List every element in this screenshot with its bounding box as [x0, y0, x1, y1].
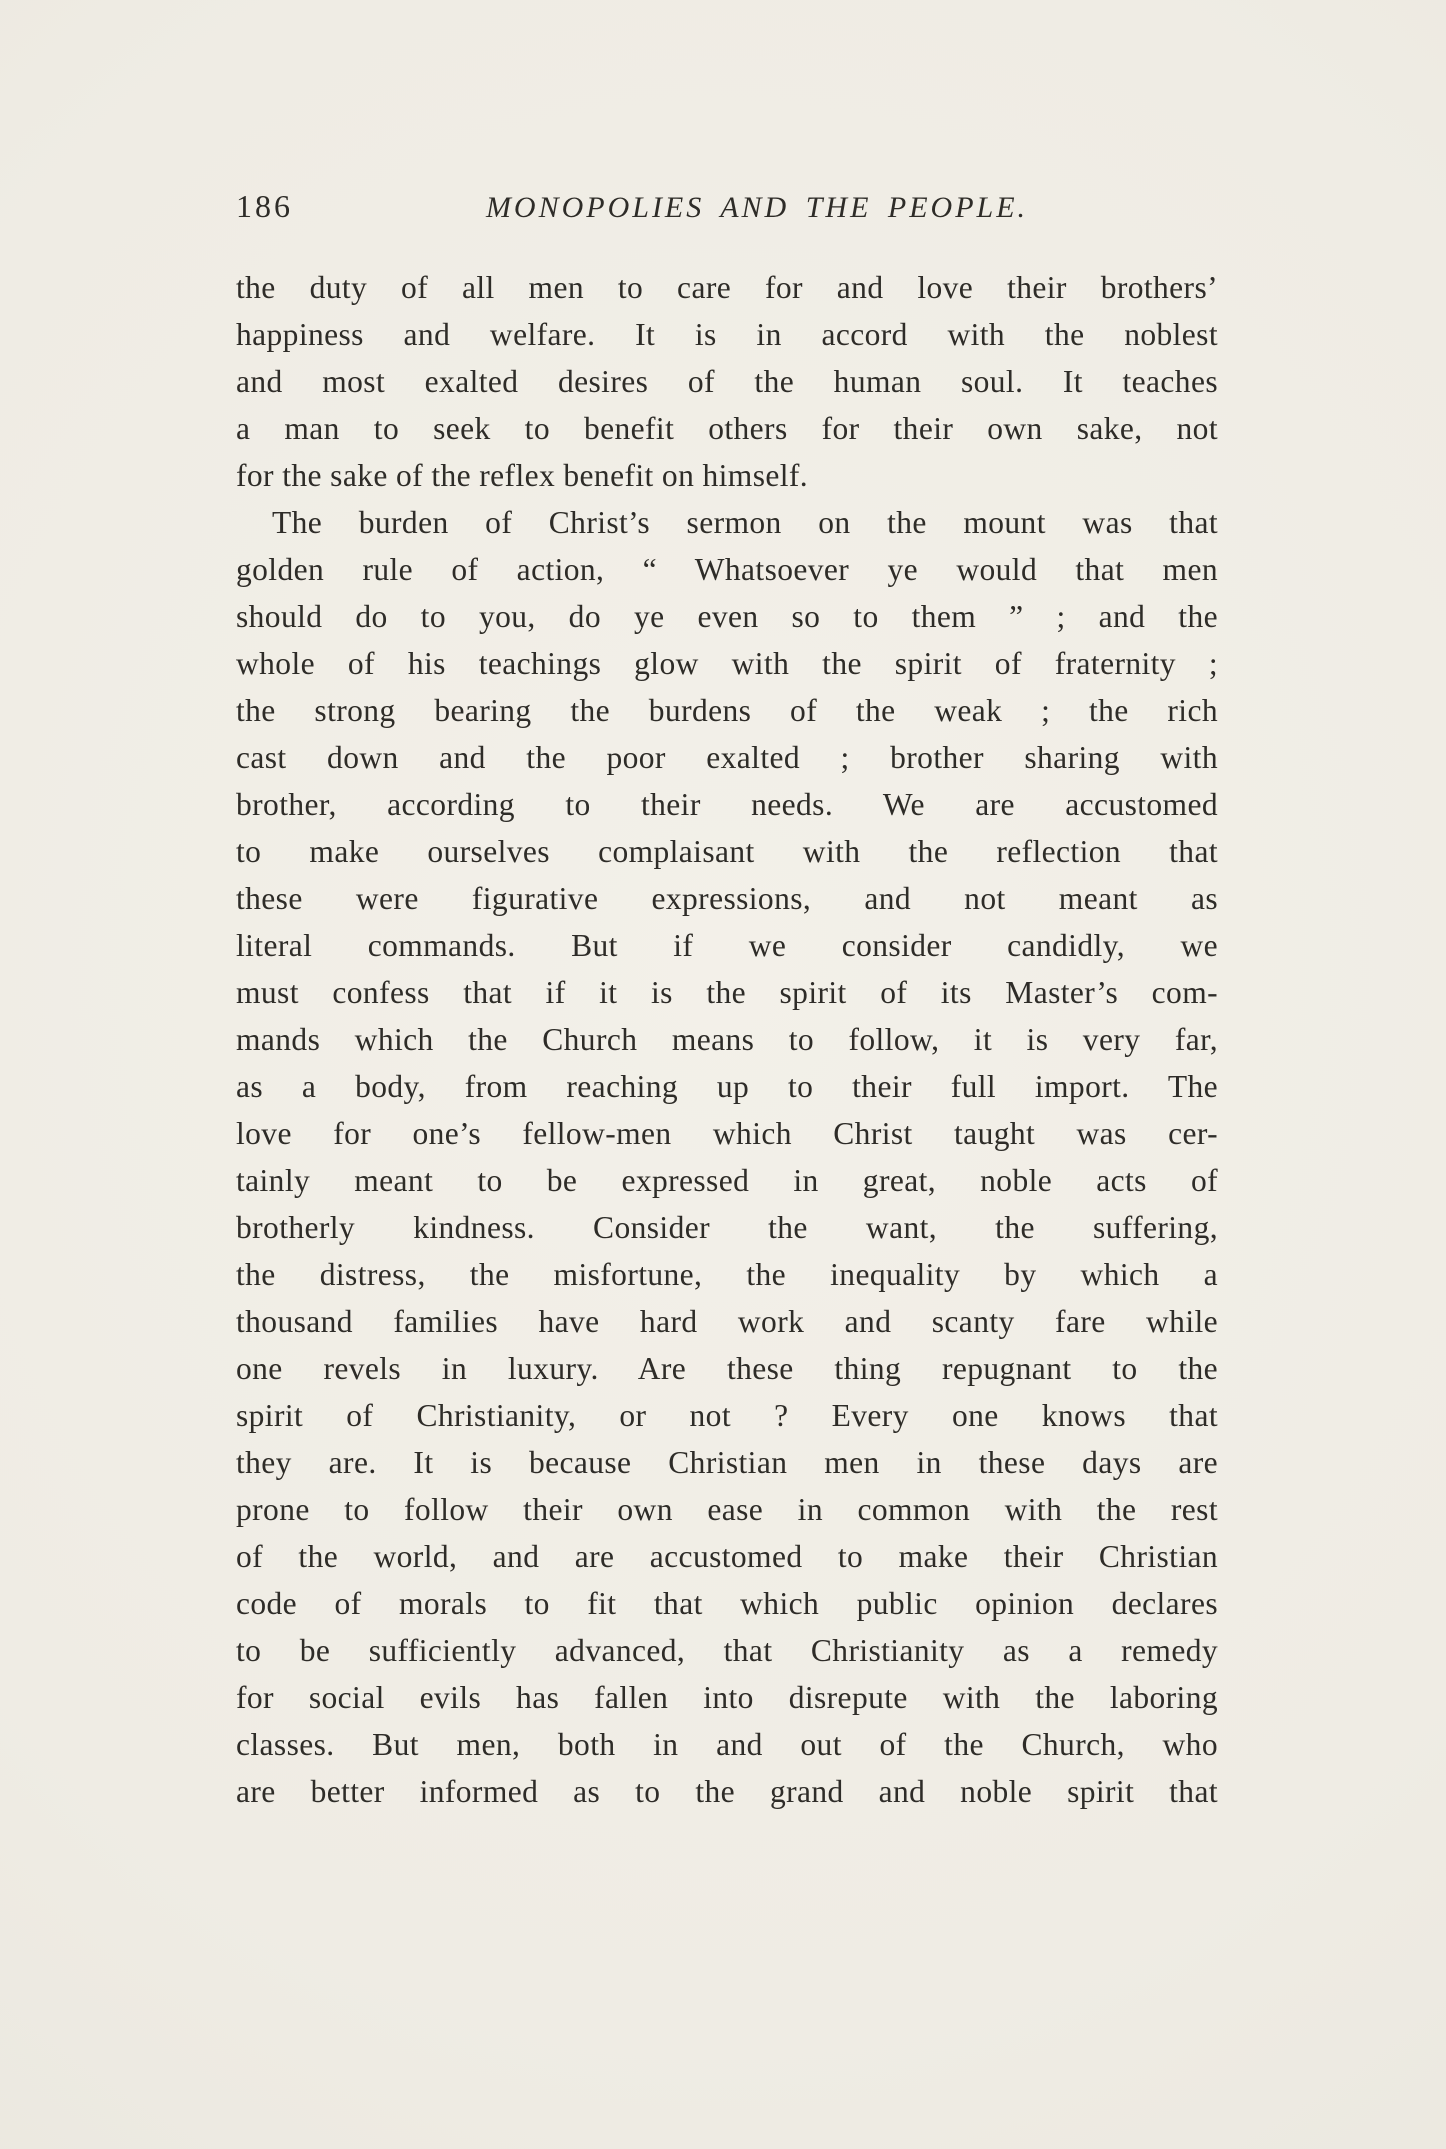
text-line: love for one’s fellow-men which Christ taught was cer-: [236, 1116, 1218, 1151]
text-line: are better informed as to the grand and noble spirit that: [236, 1774, 1218, 1809]
text-line: mands which the Church means to follow, it is very far,: [236, 1022, 1218, 1057]
text-line: tainly meant to be expressed in great, noble acts of: [236, 1163, 1218, 1198]
text-line: for the sake of the reflex benefit on himself.: [236, 458, 809, 493]
text-line: the distress, the misfortune, the inequality by which a: [236, 1257, 1218, 1292]
running-title: MONOPOLIES AND THE PEOPLE.: [485, 191, 1029, 224]
text-line: golden rule of action, “ Whatsoever ye would that men: [236, 552, 1218, 587]
body-text: [236, 264, 1218, 1815]
page-number: 186: [236, 188, 293, 224]
text-line: should do to you, do ye even so to them ” ; and the: [236, 599, 1218, 634]
text-line: they are. It is because Christian men in these days are: [236, 1445, 1218, 1480]
text-line: for social evils has fallen into disrepute with the laboring: [236, 1680, 1218, 1715]
text-line: as a body, from reaching up to their full import. The: [236, 1069, 1218, 1104]
text-line: one revels in luxury. Are these thing repugnant to the: [236, 1351, 1218, 1386]
text-line: cast down and the poor exalted ; brother sharing with: [236, 740, 1218, 775]
page-content: [236, 188, 1218, 1815]
page-header: [236, 188, 1218, 238]
text-line: thousand families have hard work and scanty fare while: [236, 1304, 1218, 1339]
text-line: to make ourselves complaisant with the reflection that: [236, 834, 1218, 869]
text-line: prone to follow their own ease in common with the rest: [236, 1492, 1218, 1527]
text-line: these were figurative expressions, and not meant as: [236, 881, 1218, 916]
text-line: a man to seek to benefit others for their own sake, not: [236, 411, 1218, 446]
text-line: of the world, and are accustomed to make their Christian: [236, 1539, 1218, 1574]
text-line: the duty of all men to care for and love their brothers’: [236, 270, 1218, 305]
text-line: spirit of Christianity, or not ? Every one knows that: [236, 1398, 1218, 1433]
text-line: must confess that if it is the spirit of its Master’s com-: [236, 975, 1218, 1010]
text-line: classes. But men, both in and out of the Church, who: [236, 1727, 1218, 1762]
text-line: brother, according to their needs. We are accustomed: [236, 787, 1218, 822]
text-line: happiness and welfare. It is in accord with the noblest: [236, 317, 1218, 352]
text-line: brotherly kindness. Consider the want, the suffering,: [236, 1210, 1218, 1245]
text-line: code of morals to fit that which public opinion declares: [236, 1586, 1218, 1621]
text-line: the strong bearing the burdens of the weak ; the rich: [236, 693, 1218, 728]
text-line: to be sufficiently advanced, that Christianity as a remedy: [236, 1633, 1218, 1668]
text-line: The burden of Christ’s sermon on the mount was that: [272, 505, 1218, 540]
text-line: literal commands. But if we consider candidly, we: [236, 928, 1218, 963]
text-line: whole of his teachings glow with the spirit of fraternity ;: [236, 646, 1218, 681]
text-line: and most exalted desires of the human soul. It teaches: [236, 364, 1218, 399]
